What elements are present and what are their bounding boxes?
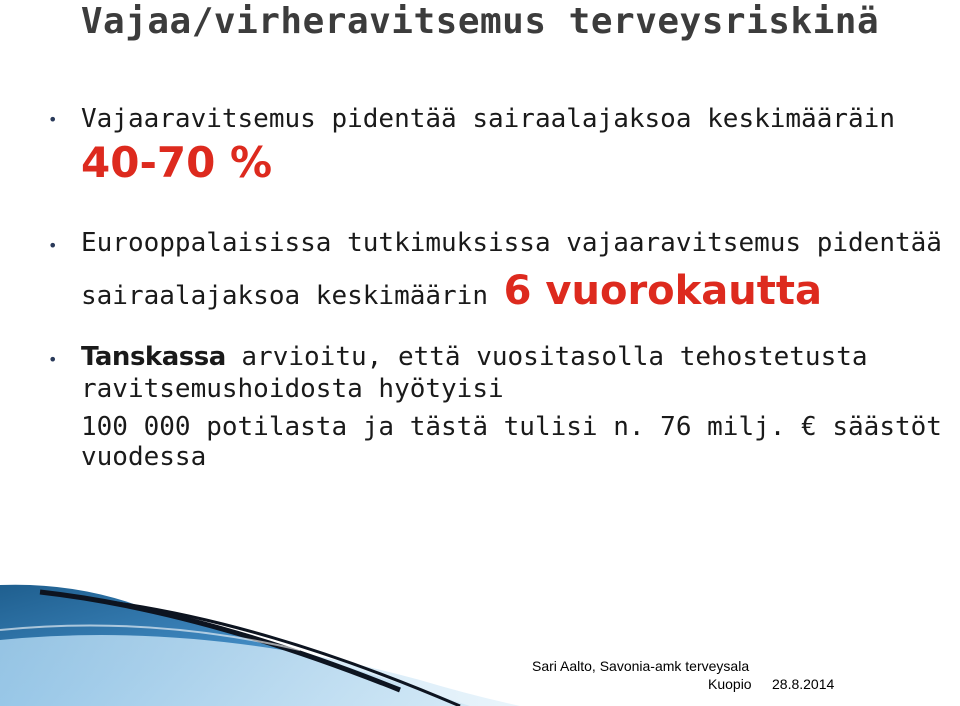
- footer-author: Sari Aalto, Savonia-amk terveysala: [532, 658, 750, 674]
- bullet-2-highlight: 6 vuorokautta: [503, 268, 822, 314]
- bullet-3-text-line2: ravitsemushoidosta hyötyisi: [81, 374, 504, 404]
- slide-title: Vajaa/virheravitsemus terveysriskinä: [80, 1, 880, 42]
- footer-place: Kuopio: [708, 676, 752, 692]
- bullet-1-text: Vajaaravitsemus pidentää sairaalajaksoa keskimääräin: [81, 104, 895, 134]
- bullet-3-rest: arvioitu, että vuositasolla tehostetusta: [241, 342, 868, 372]
- bullet-1-highlight: 40-70 %: [81, 138, 273, 187]
- footer-date: 28.8.2014: [772, 676, 835, 692]
- bullet-2-text-line1: Eurooppalaisissa tutkimuksissa vajaaravitsemus pidentää: [81, 228, 942, 258]
- bullet-3-bold: Tanskassa: [81, 342, 226, 372]
- bullet-3-text-line4: vuodessa: [81, 442, 207, 472]
- bullet-dot: •: [48, 236, 58, 255]
- bullet-2-prefix: sairaalajaksoa keskimäärin: [81, 281, 488, 311]
- bullet-3-text-line3: 100 000 potilasta ja tästä tulisi n. 76 milj. € säästöt: [81, 412, 942, 442]
- bullet-dot: •: [48, 110, 58, 129]
- bullet-dot: •: [48, 350, 58, 369]
